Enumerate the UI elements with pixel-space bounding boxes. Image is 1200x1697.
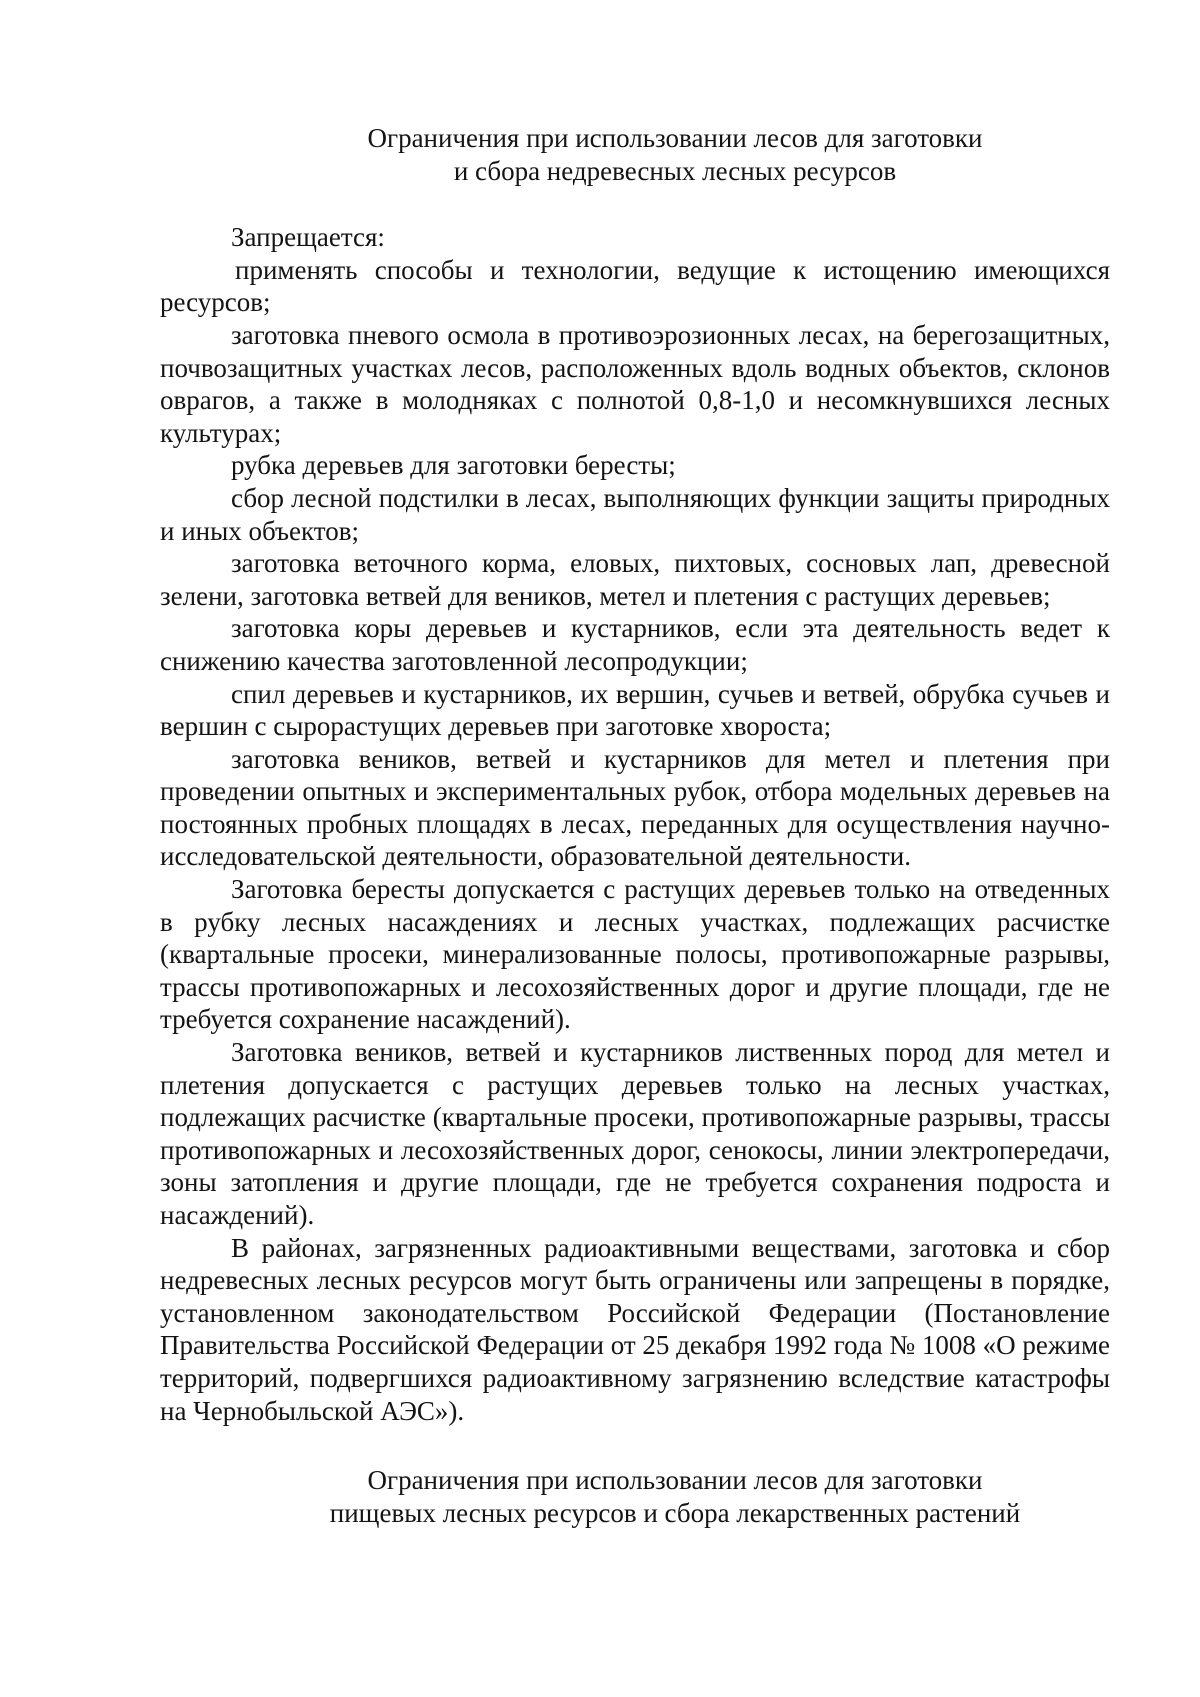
paragraph-item: заготовка пневого осмола в противоэрозионных лесах, на берегозащитных, почвозащитных участках лесов, расположенных вдоль водных объектов, склонов оврагов, а также в молодняках с полнотой 0,8-1,0 и несомкнувшихся лесных культурах; bbox=[160, 319, 1110, 448]
heading-line: Ограничения при использовании лесов для заготовки bbox=[367, 1465, 983, 1496]
paragraph-birch-bark: Заготовка бересты допускается с растущих деревьев только на отведенных в рубку лесных насаждениях и лесных участках, подлежащих расчистке (квартальные просеки, минерализованные полосы, противопожарные разрывы, трассы противопожарных и лесохозяйственных дорог и другие площади, где не требуется сохранение насаждений). bbox=[160, 874, 1110, 1035]
section-heading-food-resources bbox=[160, 1464, 1110, 1529]
paragraph-item: заготовка коры деревьев и кустарников, если эта деятельность ведет к снижению качества заготовленной лесопродукции; bbox=[160, 613, 1110, 676]
document-page bbox=[160, 122, 1110, 1529]
paragraph-item: рубка деревьев для заготовки бересты; bbox=[231, 450, 676, 481]
heading-line: Ограничения при использовании лесов для заготовки bbox=[367, 123, 983, 153]
paragraph-item: заготовка веточного корма, еловых, пихтовых, сосновых лап, древесной зелени, заготовка ветвей для веников, метел и плетения с растущих деревьев; bbox=[160, 548, 1110, 611]
heading-line: пищевых лесных ресурсов и сбора лекарственных растений bbox=[329, 1497, 1021, 1528]
paragraph-brooms: Заготовка веников, ветвей и кустарников лиственных пород для метел и плетения допускается с растущих деревьев только на лесных участках, подлежащих расчистке (квартальные просеки, противопожарные разрывы, трассы противопожарных и лесохозяйственных дорог, сенокосы, линии электропередачи, зоны затопления и другие площади, где не требуется сохранения подроста и насаждений). bbox=[160, 1037, 1110, 1230]
paragraph-item: заготовка веников, ветвей и кустарников для метел и плетения при проведении опытных и экспериментальных рубок, отбора модельных деревьев на постоянных пробных площадях в лесах, переданных для осуществления научно-исследовательской деятельности, образовательной деятельности. bbox=[160, 743, 1110, 872]
paragraph-prohibited-intro: Запрещается: bbox=[231, 222, 385, 253]
paragraph-radioactive: В районах, загрязненных радиоактивными веществами, заготовка и сбор недревесных лесных ресурсов могут быть ограничены или запрещены в порядке, установленном законодательством Российской Федерации (Постановление Правительства Российской Федерации от 25 декабря 1992 года № 1008 «О режиме территорий, подвергшихся радиоактивному загрязнению вследствие катастрофы на Чернобыльской АЭС»). bbox=[160, 1232, 1111, 1426]
section-heading-non-timber bbox=[160, 122, 1110, 187]
heading-line: и сбора недревесных лесных ресурсов bbox=[453, 155, 897, 186]
paragraph-item: спил деревьев и кустарников, их вершин, сучьев и ветвей, обрубка сучьев и вершин с сырорастущих деревьев при заготовке хвороста; bbox=[160, 678, 1110, 742]
paragraph-item: применять способы и технологии, ведущие к истощению имеющихся ресурсов; bbox=[160, 254, 1110, 318]
paragraph-item: сбор лесной подстилки в лесах, выполняющих функции защиты природных и иных объектов; bbox=[160, 482, 1110, 546]
